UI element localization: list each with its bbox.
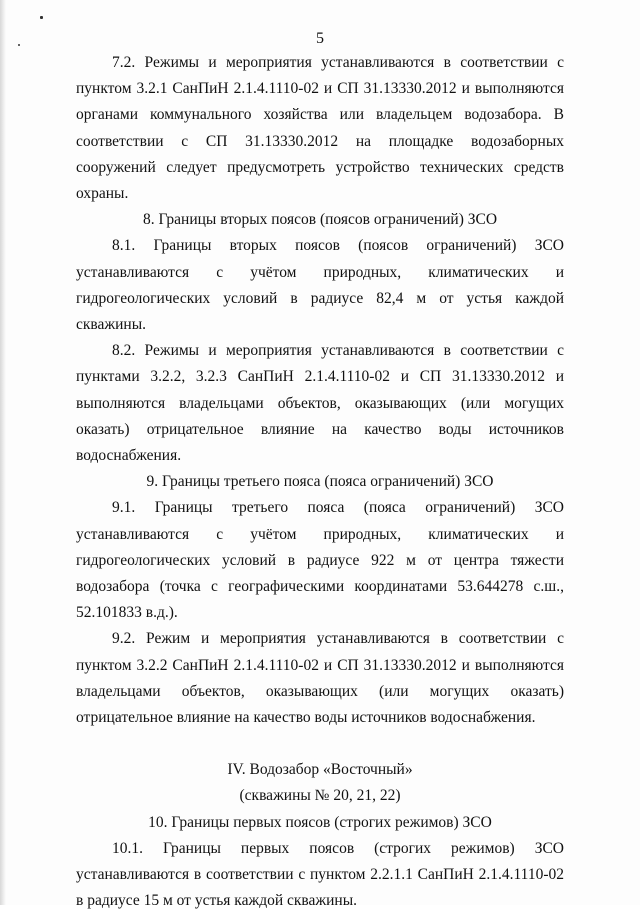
page-number: 5 [316,30,324,47]
paragraph-10-1: 10.1. Границы первых поясов (строгих режимов) ЗСО устанавливаются в соответствии с пунктом 2.2.1.1 СанПиН 2.1.4.1110-02 в радиусе 15 м от устья каждой скважины. [76,839,564,910]
paragraph-7-2: 7.2. Режимы и мероприятия устанавливаются в соответствии с пунктом 3.2.1 СанПиН 2.1.4.1110-02 и СП 31.13330.2012 и выполняются органами коммунального хозяйства или владельцем водозабора. В соответствии с СП 31.13330.2012 на площадке водозаборных сооружений следует предусмотреть устройство технических средств охраны. [76,54,564,203]
paragraph-8-2: 8.2. Режимы и мероприятия устанавливаются в соответствии с пунктами 3.2.2, 3.2.3 СанПиН 2.1.4.1110-02 и СП 31.13330.2012 и выполняются владельцами объектов, оказывающих (или могущих оказать) отрицательное влияние на качество воды источников водоснабжения. [76,342,564,465]
document-body [76,50,564,915]
paragraph-9-2: 9.2. Режим и мероприятия устанавливаются в соответствии с пунктом 3.2.2 СанПиН 2.1.4.1110-02 и СП 31.13330.2012 и выполняются владельцами объектов, оказывающих (или могущих оказать) отрицательное влияние на качество воды источников водоснабжения. [76,630,564,727]
paragraph-8-1: 8.1. Границы вторых поясов (поясов ограничений) ЗСО устанавливаются с учётом природных, климатических и гидрогеологических условий в радиусе 82,4 м от устья каждой скважины. [76,237,564,334]
paragraph-9-1: 9.1. Границы третьего пояса (пояса ограничений) ЗСО устанавливаются с учётом природных, климатических и гидрогеологических условий в радиусе 922 м от центра тяжести водозабора (точка с географическими координатами 53.644278 с.ш., 52.101833 в.д.). [76,499,564,622]
section-title: IV. Водозабор «Восточный» [227,761,413,779]
section-subtitle: (скважины № 20, 21, 22) [239,787,401,805]
heading-9: 9. Границы третьего пояса (пояса ограничений) ЗСО [146,473,494,491]
heading-8: 8. Границы вторых поясов (поясов ограничений) ЗСО [142,211,498,229]
scan-speck [40,16,43,19]
heading-10: 10. Границы первых поясов (строгих режимов) ЗСО [148,813,492,831]
scan-edge-shadow [0,0,6,905]
section-spacer [76,731,564,757]
